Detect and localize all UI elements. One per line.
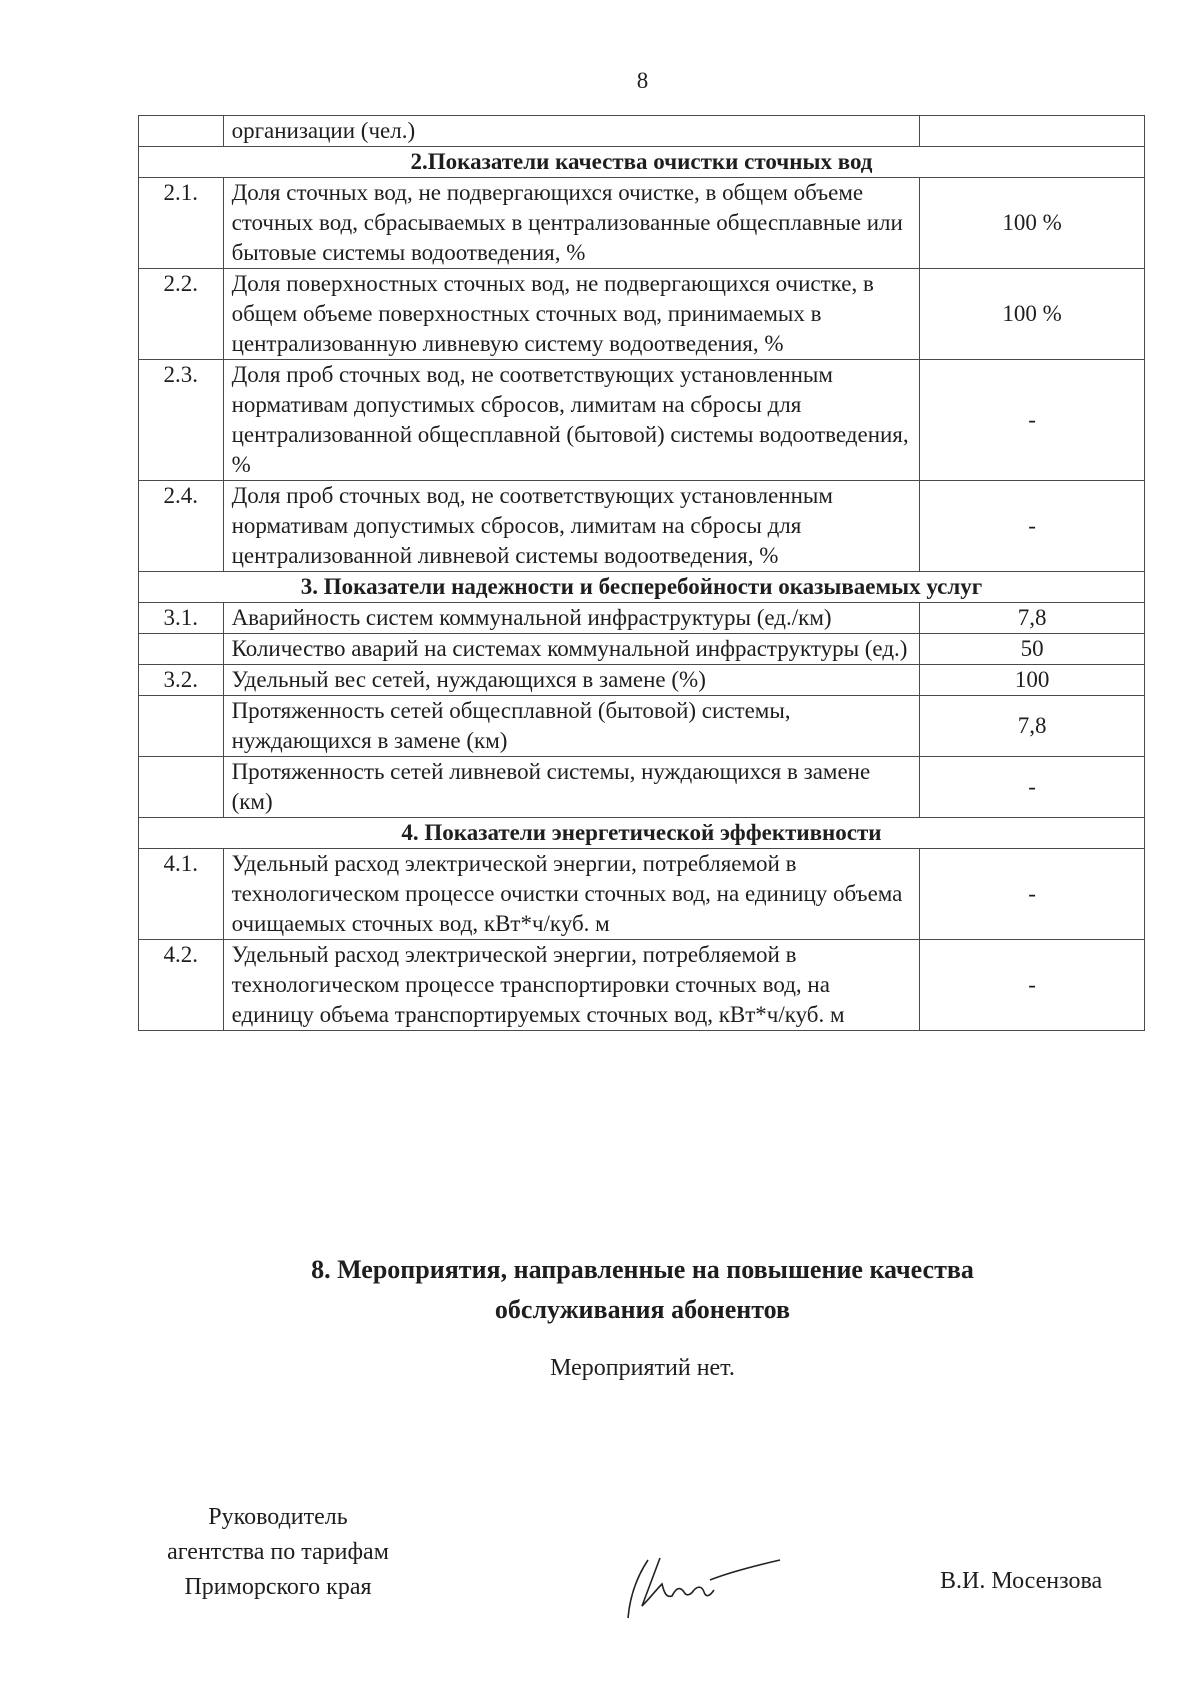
indicator-name: Доля проб сточных вод, не соответствующих установленным нормативам допустимых сбросов, лимитам на сбросы для централизованной общесплавной (бытовой) системы водоотведения, %	[223, 360, 920, 481]
table-row	[139, 269, 1145, 360]
section-row	[139, 147, 1145, 178]
indicator-name: Протяженность сетей ливневой системы, нуждающихся в замене (км)	[223, 757, 920, 818]
indicator-value: 100 %	[920, 269, 1145, 360]
indicator-name: Удельный расход электрической энергии, потребляемой в технологическом процессе транспортировки сточных вод, на единицу объема транспортируемых сточных вод, кВт*ч/куб. м	[223, 940, 920, 1031]
indicator-name: Аварийность систем коммунальной инфраструктуры (ед./км)	[223, 603, 920, 634]
indicator-value: -	[920, 757, 1145, 818]
indicator-name: Доля поверхностных сточных вод, не подвергающихся очистке, в общем объеме поверхностных сточных вод, принимаемых в централизованную ливневую систему водоотведения, %	[223, 269, 920, 360]
indicator-value: 100 %	[920, 178, 1145, 269]
table-row	[139, 634, 1145, 665]
indicator-value	[920, 116, 1145, 147]
row-number	[139, 757, 224, 818]
table-row	[139, 665, 1145, 696]
indicator-name: Доля проб сточных вод, не соответствующих установленным нормативам допустимых сбросов, лимитам на сбросы для централизованной ливневой системы водоотведения, %	[223, 481, 920, 572]
indicator-value: -	[920, 849, 1145, 940]
row-number	[139, 116, 224, 147]
table-row	[139, 360, 1145, 481]
section-title: 2.Показатели качества очистки сточных вод	[139, 147, 1145, 178]
row-number: 2.2.	[139, 269, 224, 360]
signatory-title-line-1: Руководитель	[208, 1504, 348, 1530]
signatory-title-line-2: агентства по тарифам	[167, 1539, 389, 1565]
row-number: 2.3.	[139, 360, 224, 481]
indicators-table-body	[139, 116, 1145, 1031]
section-8-heading-line-1: 8. Мероприятия, направленные на повышение качества	[311, 1255, 974, 1284]
row-number: 4.1.	[139, 849, 224, 940]
signatory-title-line-3: Приморского края	[184, 1574, 372, 1600]
row-number	[139, 696, 224, 757]
indicator-value: -	[920, 940, 1145, 1031]
section-title: 4. Показатели энергетической эффективности	[139, 818, 1145, 849]
table-row	[139, 696, 1145, 757]
indicator-value: 7,8	[920, 696, 1145, 757]
row-number: 4.2.	[139, 940, 224, 1031]
indicator-name: Доля сточных вод, не подвергающихся очистке, в общем объеме сточных вод, сбрасываемых в централизованные общесплавные или бытовые системы водоотведения, %	[223, 178, 920, 269]
table-row	[139, 849, 1145, 940]
no-measures-text: Мероприятий нет.	[550, 1355, 735, 1381]
section-row	[139, 818, 1145, 849]
row-number: 2.4.	[139, 481, 224, 572]
indicators-table	[138, 115, 1145, 1031]
indicator-name: Удельный вес сетей, нуждающихся в замене (%)	[223, 665, 920, 696]
indicator-value: -	[920, 360, 1145, 481]
indicator-value: 50	[920, 634, 1145, 665]
signer-name: В.И. Мосензова	[940, 1568, 1103, 1594]
indicator-name: Удельный расход электрической энергии, потребляемой в технологическом процессе очистки сточных вод, на единицу объема очищаемых сточных вод, кВт*ч/куб. м	[223, 849, 920, 940]
table-row	[139, 757, 1145, 818]
table-row	[139, 481, 1145, 572]
indicator-value: -	[920, 481, 1145, 572]
table-row	[139, 116, 1145, 147]
section-row	[139, 572, 1145, 603]
row-number: 3.1.	[139, 603, 224, 634]
row-number: 2.1.	[139, 178, 224, 269]
section-8-heading	[0, 1250, 1200, 1330]
row-number: 3.2.	[139, 665, 224, 696]
section-8-heading-line-2: обслуживания абонентов	[494, 1295, 791, 1324]
table-row	[139, 940, 1145, 1031]
indicator-value: 100	[920, 665, 1145, 696]
handwritten-signature	[618, 1540, 788, 1630]
row-number	[139, 634, 224, 665]
section-title: 3. Показатели надежности и бесперебойности оказываемых услуг	[139, 572, 1145, 603]
signatory-title	[148, 1500, 408, 1605]
indicator-name: Протяженность сетей общесплавной (бытовой) системы, нуждающихся в замене (км)	[223, 696, 920, 757]
table-row	[139, 603, 1145, 634]
indicator-value: 7,8	[920, 603, 1145, 634]
indicator-name: организации (чел.)	[223, 116, 920, 147]
indicator-name: Количество аварий на системах коммунальной инфраструктуры (ед.)	[223, 634, 920, 665]
table-row	[139, 178, 1145, 269]
page-number: 8	[636, 68, 649, 93]
